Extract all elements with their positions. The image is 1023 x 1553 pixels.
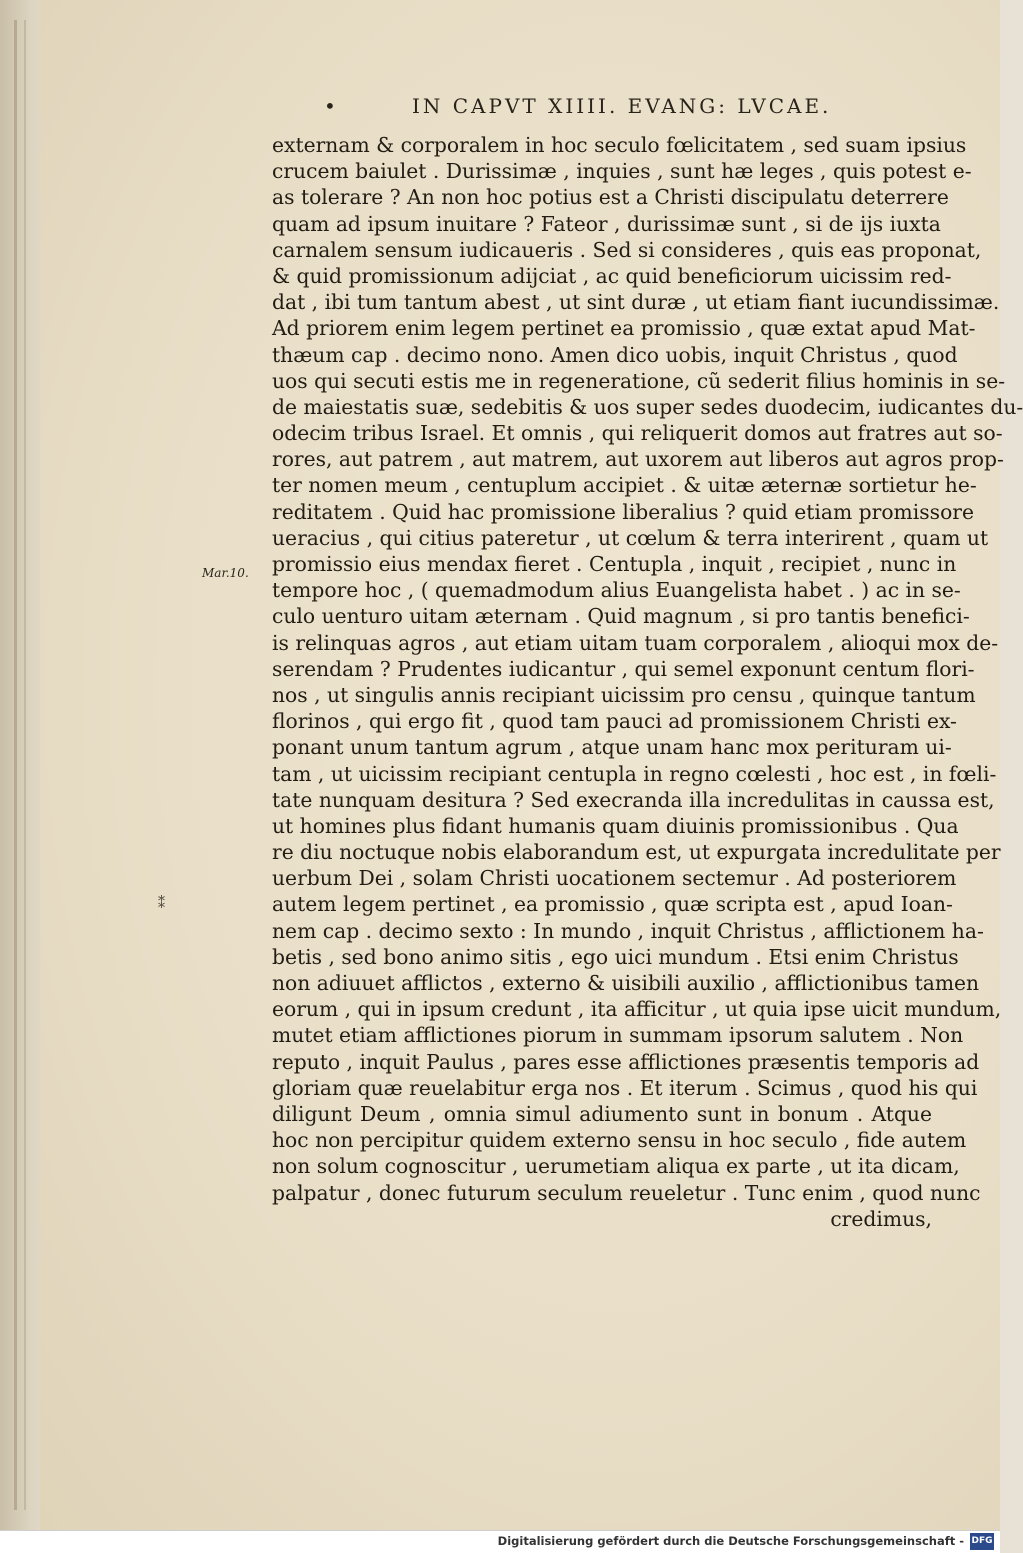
text-line: tate nunquam desitura ? Sed execranda illa incredulitas in caussa est, [272, 787, 995, 812]
text-line: uos qui secuti estis me in regeneratione, cũ sederit filius hominis in se- [272, 368, 1006, 393]
text-line: nos , ut singulis annis recipiant uicissim pro censu , quinque tantum [272, 682, 976, 707]
running-head-title: IN CAPVT XIIII. EVANG: LVCAE. [412, 94, 832, 118]
text-line: non solum cognoscitur , uerumetiam aliqua ex parte , ut ita dicam, [272, 1154, 960, 1179]
text-line: reputo , inquit Paulus , pares esse afflictiones præsentis temporis ad [272, 1049, 980, 1074]
text-line: diligunt Deum , omnia simul adiumento sunt in bonum . Atque [272, 1101, 932, 1126]
text-line: promissio eius mendax fieret . Centupla , inquit , recipiet , nunc in [272, 552, 957, 576]
text-line: ter nomen meum , centuplum accipiet . & uitæ æternæ sortietur he- [272, 473, 977, 498]
text-line: dat , ibi tum tantum abest , ut sint duræ , ut etiam fiant iucundissimæ. [272, 290, 1000, 315]
text-line: uerbum Dei , solam Christi uocationem sectemur . Ad posteriorem [272, 866, 957, 891]
text-line: gloriam quæ reuelabitur erga nos . Et iterum . Scimus , quod his qui [272, 1075, 978, 1100]
text-line: is relinquas agros , aut etiam uitam tuam corporalem , alioqui mox de- [272, 630, 999, 655]
text-line: tam , ut uicissim recipiant centupla in regno cœlesti , hoc est , in fœli- [272, 761, 997, 786]
text-line: de maiestatis suæ, sedebitis & uos super sedes duodecim, iudicantes du- [272, 394, 1023, 419]
text-line: serendam ? Prudentes iudicantur , qui semel exponunt centum flori- [272, 656, 975, 681]
text-line: externam & corporalem in hoc seculo fœlicitatem , sed suam ipsius [272, 133, 967, 157]
text-line: crucem baiulet . Durissimæ , inquies , sunt hæ leges , quis potest e- [272, 159, 972, 184]
text-line: nem cap . decimo sexto : In mundo , inquit Christus , afflictionem ha- [272, 918, 984, 943]
text-line: as tolerare ? An non hoc potius est a Christi discipulatu deterrere [272, 185, 949, 210]
text-line: odecim tribus Israel. Et omnis , qui reliquerit domos aut fratres aut so- [272, 421, 1003, 446]
page-edge-line [14, 20, 17, 1510]
text-line: re diu noctuque nobis elaborandum est, ut expurgata incredulitate per [272, 840, 1001, 865]
dfg-logo: DFG [970, 1533, 994, 1550]
text-line: palpatur , donec futurum seculum reueletur . Tunc enim , quod nunc [272, 1180, 981, 1205]
text-line: mutet etiam afflictiones piorum in summam ipsorum salutem . Non [272, 1023, 964, 1048]
text-line: reditatem . Quid hac promissione liberalius ? quid etiam promissore [272, 499, 974, 524]
page-edge-line [24, 20, 26, 1510]
text-line: quam ad ipsum inuitare ? Fateor , durissimæ sunt , si de ijs iuxta [272, 211, 941, 236]
text-line: autem legem pertinet , ea promissio , quæ scripta est , apud Ioan- [272, 892, 953, 917]
text-line: ueracius , qui citius pateretur , ut cœlum & terra interirent , quam ut [272, 525, 989, 550]
marginal-reference: Mar.10. [202, 566, 249, 580]
text-line: florinos , qui ergo fit , quod tam pauci ad promissionem Christi ex- [272, 709, 957, 734]
catchword: credimus, [830, 1206, 932, 1231]
text-line: & quid promissionum adijciat , ac quid beneficiorum uicissim red- [272, 263, 952, 288]
digitization-footer [0, 1530, 1000, 1553]
text-line: tempore hoc , ( quemadmodum alius Euangelista habet . ) ac in se- [272, 578, 961, 603]
text-line: eorum , qui in ipsum credunt , ita afficitur , ut quia ipse uicit mundum, [272, 997, 1002, 1022]
footer-credit: Digitalisierung gefördert durch die Deutsche Forschungsgemeinschaft - [497, 1534, 964, 1548]
text-line: culo uenturo uitam æternam . Quid magnum , si pro tantis benefici- [272, 604, 970, 629]
text-line: hoc non percipitur quidem externo sensu in hoc seculo , fide autem [272, 1128, 967, 1153]
text-line: thæum cap . decimo nono. Amen dico uobis, inquit Christus , quod [272, 342, 958, 367]
text-line: ponant unum tantum agrum , atque unam hanc mox perituram ui- [272, 735, 952, 760]
text-line: rores, aut patrem , aut matrem, aut uxorem aut liberos aut agros prop- [272, 447, 1004, 472]
text-line: non adiuuet afflictos , externo & uisibili auxilio , afflictionibus tamen [272, 971, 980, 995]
text-line: carnalem sensum iudicaueris . Sed si consideres , quis eas proponat, [272, 237, 982, 262]
text-line: ut homines plus fidant humanis quam diuinis promissionibus . Qua [272, 813, 959, 838]
text-line: Ad priorem enim legem pertinet ea promissio , quæ extat apud Mat- [272, 316, 976, 341]
body-text [272, 132, 1023, 1232]
text-line: betis , sed bono animo sitis , ego uici mundum . Etsi enim Christus [272, 944, 959, 969]
margin-mark: ⁑ [158, 896, 165, 912]
running-head-dot: • [324, 94, 339, 118]
